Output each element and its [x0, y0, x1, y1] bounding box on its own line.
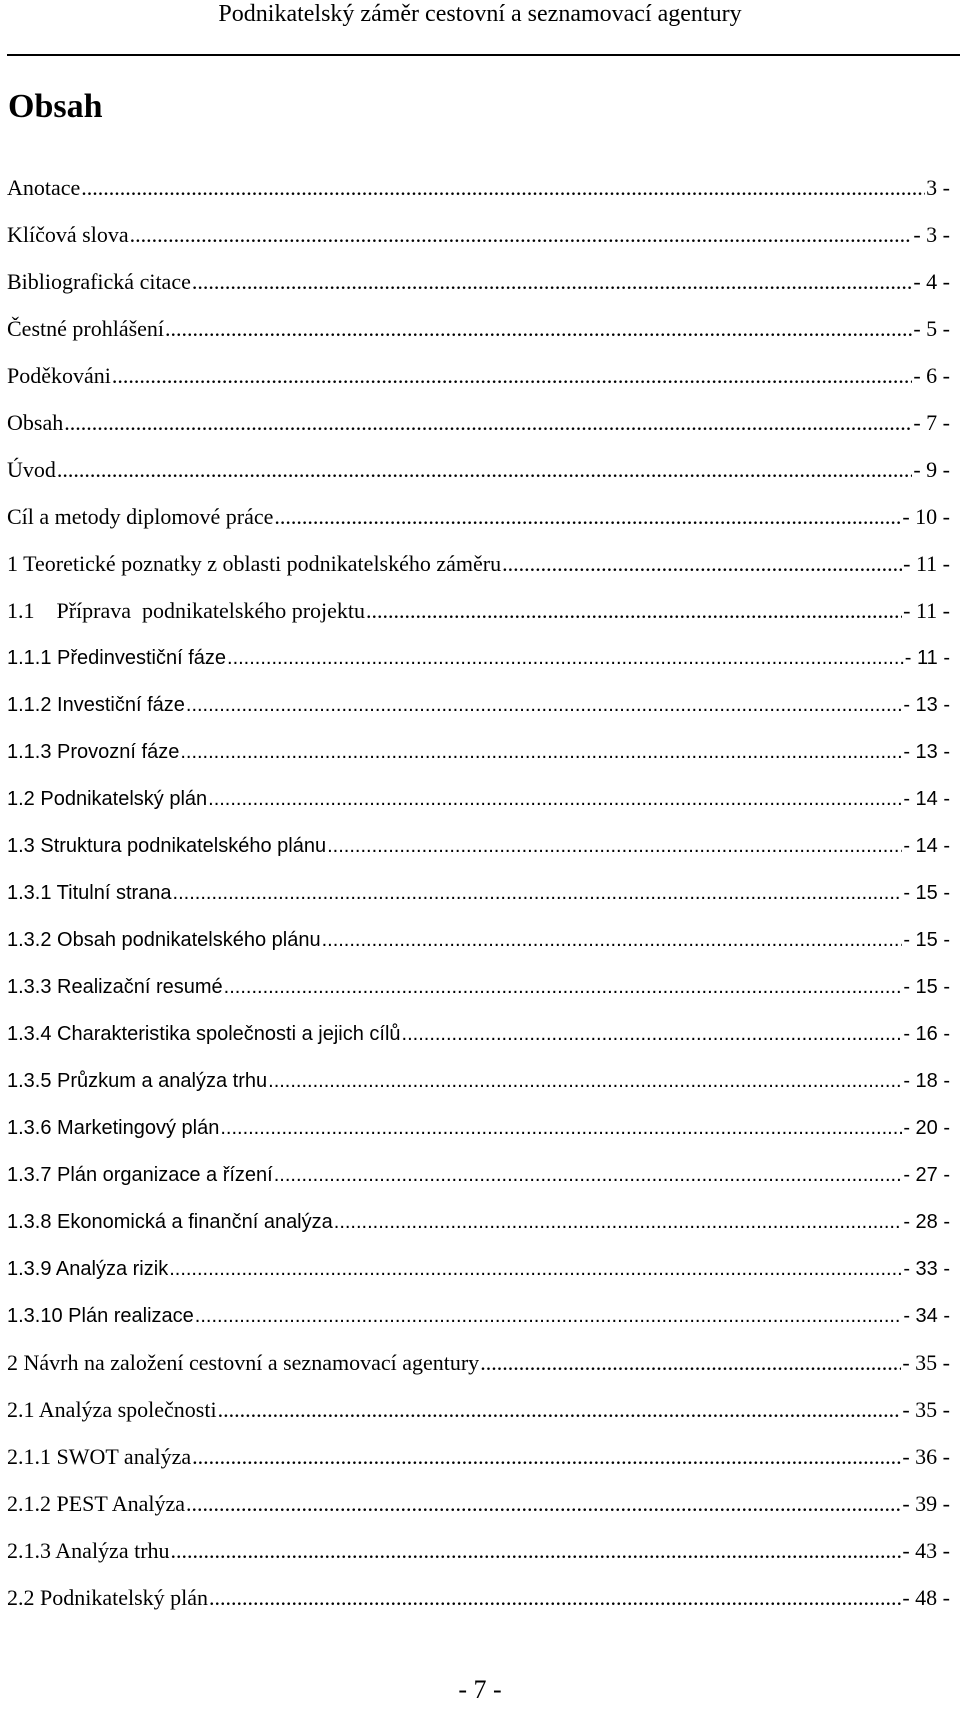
toc-entry-page: - 20 - — [903, 1117, 950, 1139]
toc-entry[interactable] — [7, 738, 950, 766]
toc-entry[interactable] — [7, 362, 950, 390]
toc-entry-title: Bibliografická citace — [7, 269, 191, 294]
toc-entry-leader — [186, 1490, 901, 1518]
toc-entry-title: 1.3.9 Analýza rizik — [7, 1258, 169, 1280]
toc-entry[interactable] — [7, 221, 950, 249]
toc-entry-page: - 10 - — [902, 504, 950, 529]
toc-entry-leader — [502, 550, 902, 578]
toc-entry-title: 1.3.7 Plán organizace a řízení — [7, 1164, 273, 1186]
toc-entry-page: - 15 - — [903, 929, 950, 951]
toc-entry-title: 1.3.8 Ekonomická a finanční analýza — [7, 1211, 333, 1233]
toc-entry-title: 2.1.3 Analýza trhu — [7, 1538, 170, 1563]
toc-entry-leader — [209, 1584, 901, 1612]
toc-entry-title: Čestné prohlášení — [7, 316, 165, 341]
toc-entry[interactable] — [7, 926, 950, 954]
toc-entry[interactable] — [7, 1020, 950, 1048]
toc-entry-title: 1.3.10 Plán realizace — [7, 1305, 194, 1327]
toc-entry-page: - 11 - — [903, 551, 950, 576]
toc-entry-title: 1.3.6 Marketingový plán — [7, 1117, 220, 1139]
toc-entry-leader — [366, 597, 902, 625]
toc-entry-title: 1.3 Struktura podnikatelského plánu — [7, 835, 327, 857]
toc-entry-title: Poděkováni — [7, 363, 111, 388]
toc-entry-title: 1.2 Podnikatelský plán — [7, 788, 208, 810]
toc-entry-leader — [81, 174, 925, 202]
toc-entry-title: 1.1.3 Provozní fáze — [7, 741, 180, 763]
toc-entry-page: - 11 - — [903, 598, 950, 623]
toc-entry[interactable] — [7, 1584, 950, 1612]
toc-entry-page: - 7 - — [913, 410, 950, 435]
toc-entry-title: 2.1 Analýza společnosti — [7, 1397, 217, 1422]
toc-entry[interactable] — [7, 879, 950, 907]
toc-entry-title: 1.1.1 Předinvestiční fáze — [7, 647, 227, 669]
toc-entry-leader — [64, 409, 912, 437]
running-header: Podnikatelský záměr cestovní a seznamovací agentury — [218, 1, 742, 27]
toc-entry-leader — [274, 1161, 903, 1189]
page-number: - 7 - — [458, 1675, 502, 1704]
toc-entry-page: - 35 - — [902, 1397, 950, 1422]
toc-entry-leader — [186, 691, 902, 719]
toc-entry-leader — [480, 1349, 901, 1377]
toc-entry-leader — [180, 738, 902, 766]
toc-entry[interactable] — [7, 268, 950, 296]
toc-entry-page: - 33 - — [903, 1258, 950, 1280]
toc-entry-leader — [195, 1302, 903, 1330]
toc-entry-page: - 43 - — [902, 1538, 950, 1563]
toc-entry[interactable] — [7, 409, 950, 437]
toc-entry-leader — [173, 879, 903, 907]
toc-entry-title: 1.3.5 Průzkum a analýza trhu — [7, 1070, 268, 1092]
toc-entry-page: - 13 - — [903, 694, 950, 716]
toc-entry-leader — [171, 1537, 902, 1565]
toc-entry-title: 1.1.2 Investiční fáze — [7, 694, 185, 716]
toc-entry-title: 2.1.2 PEST Analýza — [7, 1491, 186, 1516]
toc-entry[interactable] — [7, 1067, 950, 1095]
toc-entry-page: - 27 - — [903, 1164, 950, 1186]
toc-entry-page: - 13 - — [903, 741, 950, 763]
toc-entry-page: - 16 - — [903, 1023, 950, 1045]
toc-entry-page: - 15 - — [903, 882, 950, 904]
toc-entry-title: 2 Návrh na založení cestovní a seznamovací agentury — [7, 1350, 480, 1375]
toc-entry-page: - 28 - — [903, 1211, 950, 1233]
toc-entry-leader — [327, 832, 902, 860]
toc-entry-leader — [112, 362, 912, 390]
toc-entry-title: 1 Teoretické poznatky z oblasti podnikatelského záměru — [7, 551, 502, 576]
toc-entry[interactable] — [7, 503, 950, 531]
toc-entry-page: - 15 - — [903, 976, 950, 998]
toc-entry-page: - 6 - — [913, 363, 950, 388]
toc-entry-leader — [57, 456, 912, 484]
toc-entry[interactable] — [7, 174, 950, 202]
toc-entry[interactable] — [7, 550, 950, 578]
toc-entry[interactable] — [7, 1349, 950, 1377]
toc-entry-page: - 35 - — [902, 1350, 950, 1375]
toc-entry-title: Úvod — [7, 457, 56, 482]
toc-entry[interactable] — [7, 1490, 950, 1518]
toc-entry[interactable] — [7, 1396, 950, 1424]
toc-entry-page: - 36 - — [902, 1444, 950, 1469]
toc-entry-title: 1.3.1 Titulní strana — [7, 882, 172, 904]
toc-entry-leader — [224, 973, 903, 1001]
toc-entry-title: Klíčová slova — [7, 222, 129, 247]
toc-entry-leader — [169, 1255, 902, 1283]
toc-entry-title: Cíl a metody diplomové práce — [7, 504, 274, 529]
toc-entry-page: - 5 - — [913, 316, 950, 341]
toc-entry[interactable] — [7, 1208, 950, 1236]
toc-entry-page: - 9 - — [913, 457, 950, 482]
toc-entry-title: 2.1.1 SWOT analýza — [7, 1444, 192, 1469]
toc-entry-leader — [227, 644, 904, 672]
toc-entry-title: 1.3.3 Realizační resumé — [7, 976, 223, 998]
toc-entry-leader — [274, 503, 901, 531]
toc-entry-leader — [192, 1443, 901, 1471]
toc-entry[interactable] — [7, 456, 950, 484]
toc-entry-page: 3 - — [926, 175, 950, 200]
toc-entry[interactable] — [7, 597, 950, 625]
toc-entry-title: 2.2 Podnikatelský plán — [7, 1585, 209, 1610]
toc-entry-page: - 18 - — [903, 1070, 950, 1092]
toc-entry[interactable] — [7, 1302, 950, 1330]
toc-entry-leader — [322, 926, 903, 954]
toc-entry[interactable] — [7, 973, 950, 1001]
toc-entry[interactable] — [7, 1161, 950, 1189]
toc-entry-leader — [220, 1114, 902, 1142]
toc-entry-leader — [192, 268, 912, 296]
toc-entry-page: - 14 - — [903, 788, 950, 810]
toc-entry-leader — [218, 1396, 902, 1424]
toc-entry[interactable] — [7, 315, 950, 343]
toc-entry[interactable] — [7, 785, 950, 813]
toc-entry-leader — [268, 1067, 902, 1095]
toc-entry[interactable] — [7, 644, 950, 672]
toc-entry-page: - 4 - — [913, 269, 950, 294]
toc-entry-title: 1.3.2 Obsah podnikatelského plánu — [7, 929, 321, 951]
toc-entry[interactable] — [7, 1114, 950, 1142]
toc-entry-page: - 11 - — [904, 647, 950, 669]
toc-entry[interactable] — [7, 691, 950, 719]
toc-entry-page: - 3 - — [913, 222, 950, 247]
toc-entry[interactable] — [7, 1443, 950, 1471]
toc-entry[interactable] — [7, 832, 950, 860]
toc-entry[interactable] — [7, 1255, 950, 1283]
toc-entry-title: Obsah — [7, 410, 64, 435]
toc-entry-page: - 39 - — [902, 1491, 950, 1516]
toc-heading: Obsah — [8, 88, 103, 125]
toc-entry-leader — [208, 785, 902, 813]
toc-entry[interactable] — [7, 1537, 950, 1565]
toc-entry-leader — [130, 221, 913, 249]
toc-entry-page: - 34 - — [903, 1305, 950, 1327]
toc-entry-title: 1.1 Příprava podnikatelského projektu — [7, 598, 366, 623]
toc-entry-leader — [402, 1020, 903, 1048]
toc-entry-leader — [165, 315, 912, 343]
toc-entry-leader — [334, 1208, 903, 1236]
toc-entry-title: Anotace — [7, 175, 81, 200]
toc-entry-page: - 48 - — [902, 1585, 950, 1610]
toc-entry-page: - 14 - — [903, 835, 950, 857]
toc-entry-title: 1.3.4 Charakteristika společnosti a jejich cílů — [7, 1023, 401, 1045]
